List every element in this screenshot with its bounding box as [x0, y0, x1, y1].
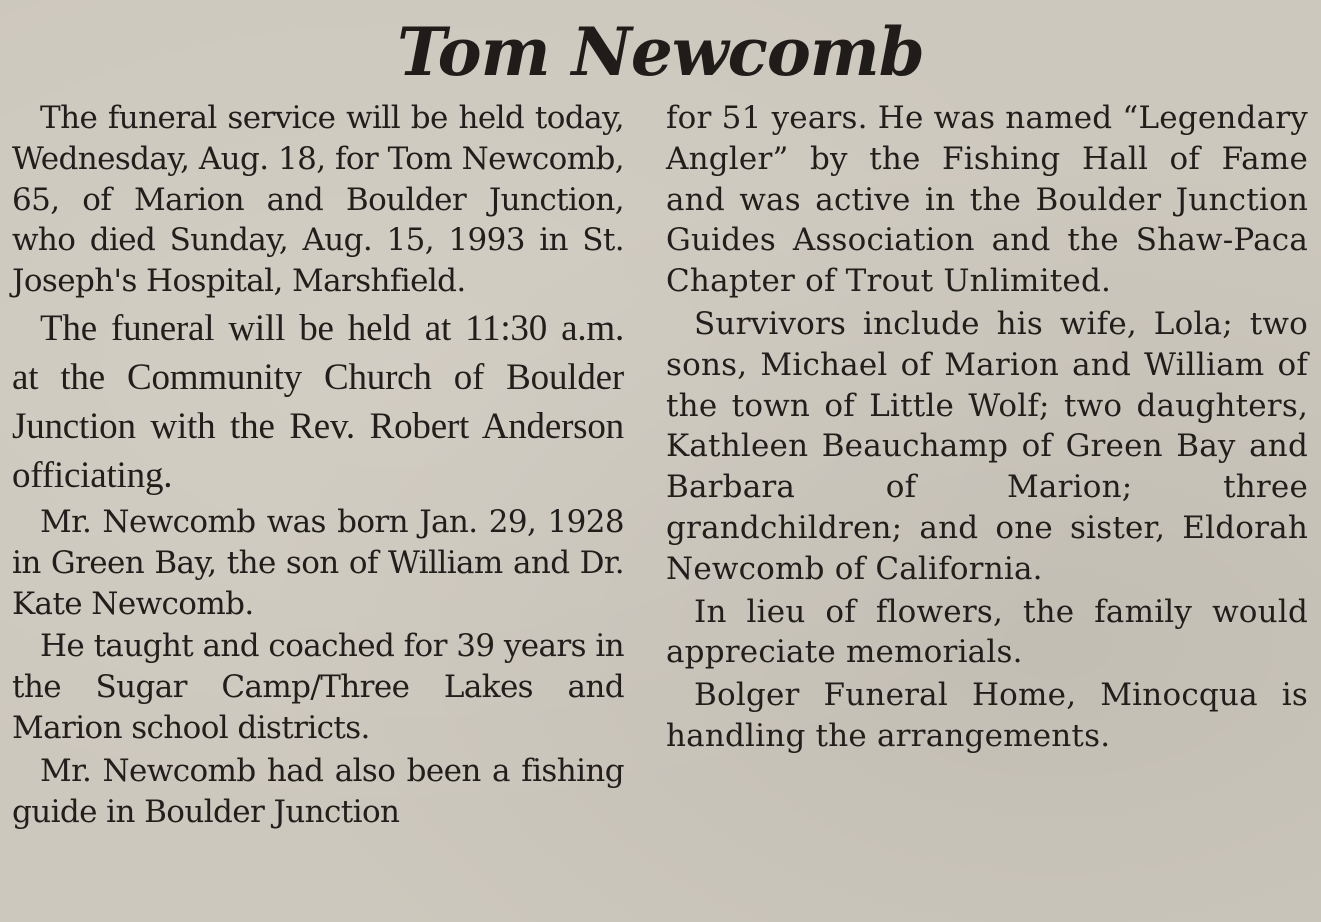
paragraph-legendary-angler: for 51 years. He was named “Legendary Angler” by the Fishing Hall of Fame and was active in the Boulder Junction Guides Association and the Shaw-Paca Chapter of Trout Unlimited.	[666, 100, 1308, 300]
headline: Tom Newcomb	[397, 13, 924, 91]
paragraph-funeral-service: The funeral service will be held today, Wednesday, Aug. 18, for Tom Newcomb, 65, of Marion and Boulder Junction, who died Sunday, Aug. 15, 1993 in St. Joseph's Hospital, Marshfield.	[12, 100, 624, 300]
paragraph-birth: Mr. Newcomb was born Jan. 29, 1928 in Green Bay, the son of William and Dr. Kate Newcomb.	[12, 503, 624, 622]
paragraph-survivors: Survivors include his wife, Lola; two sons, Michael of Marion and William of the town of Little Wolf; two daughters, Kathleen Beauchamp of Green Bay and Barbara of Marion; three grandchildren; and one sister, Eldorah Newcomb of California.	[666, 305, 1308, 587]
paragraph-teaching: He taught and coached for 39 years in the Sugar Camp/Three Lakes and Marion school districts.	[12, 628, 624, 746]
left-column	[12, 98, 624, 834]
right-column	[666, 98, 1308, 759]
paragraph-arrangements: Bolger Funeral Home, Minocqua is handling the arrangements.	[666, 677, 1308, 754]
paragraph-funeral-time: The funeral will be held at 11:30 a.m. at the Community Church of Boulder Junction with the Rev. Robert Anderson officiating.	[12, 307, 624, 496]
paragraph-memorials: In lieu of flowers, the family would appreciate memorials.	[666, 593, 1308, 671]
paragraph-fishing-guide: Mr. Newcomb had also been a fishing guide in Boulder Junction	[12, 752, 624, 830]
